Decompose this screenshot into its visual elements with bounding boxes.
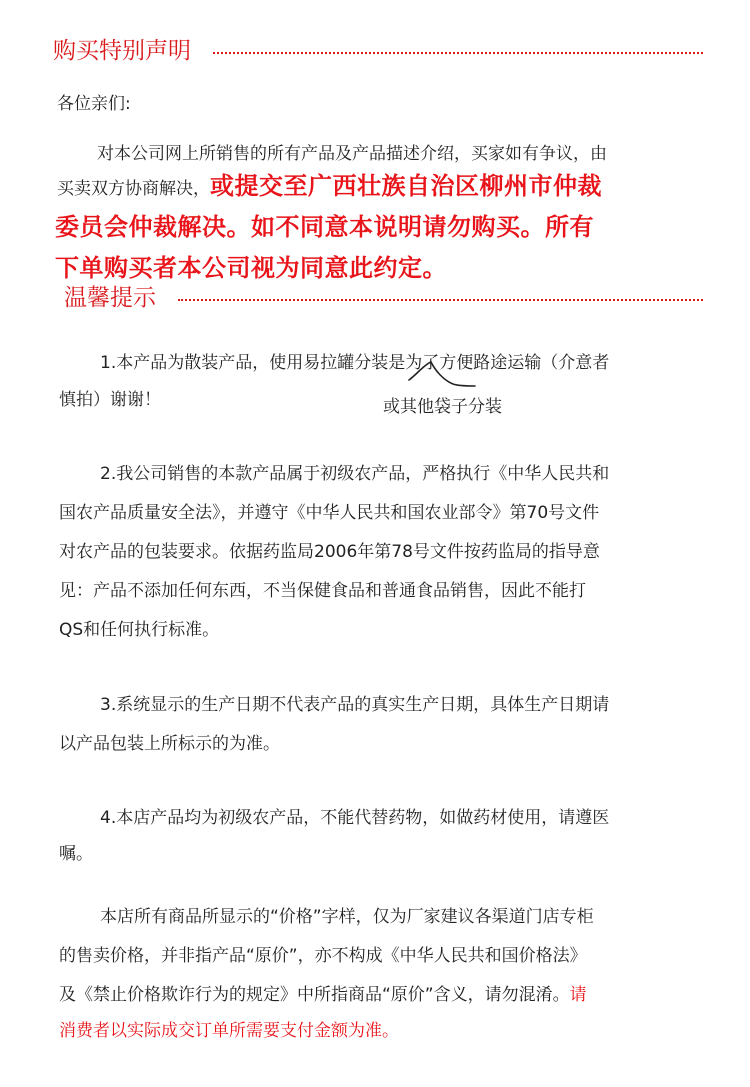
- notice-para-line-2: [57, 170, 602, 205]
- notice-para-line-4: 下单购买者本公司视为同意此约定。: [55, 254, 447, 282]
- tip-1-handwritten-note: 或其他袋子分装: [383, 397, 502, 417]
- tip-2-line-1: 2.我公司销售的本款产品属于初级农产品，严格执行《中华人民共和: [100, 464, 610, 484]
- tips-title: 温馨提示: [64, 285, 156, 311]
- price-line-2: 的售卖价格，并非指产品“原价”，亦不构成《中华人民共和国价格法》: [59, 946, 587, 966]
- notice-greeting: 各位亲们:: [57, 94, 131, 114]
- tip-3-line-1: 3.系统显示的生产日期不代表产品的真实生产日期，具体生产日期请: [100, 695, 610, 715]
- price-line-3-red: 请: [569, 985, 587, 1005]
- tip-1-line-1: 1.本产品为散装产品，使用易拉罐分装是为了方便路途运输（介意者: [100, 353, 610, 373]
- tip-2-line-5: QS和任何执行标准。: [59, 620, 220, 640]
- insertion-caret-stroke: [409, 362, 475, 386]
- notice-para-line-3: 委员会仲裁解决。如不同意本说明请勿购买。所有: [55, 213, 594, 241]
- notice-para-line-1: 对本公司网上所销售的所有产品及产品描述介绍，买家如有争议，由: [97, 144, 607, 164]
- tip-4-line-2: 嘱。: [59, 844, 93, 864]
- tip-3-line-2: 以产品包装上所标示的为准。: [59, 734, 280, 754]
- tip-2-line-4: 见：产品不添加任何东西，不当保健食品和普通食品销售，因此不能打: [59, 581, 586, 601]
- tip-4-line-1: 4.本店产品均为初级农产品，不能代替药物，如做药材使用，请遵医: [100, 808, 610, 828]
- price-line-3-normal: 及《禁止价格欺诈行为的规定》中所指商品“原价”含义，请勿混淆。: [59, 985, 570, 1005]
- price-line-3: [59, 983, 587, 1007]
- notice-para-line-2-red: 或提交至广西壮族自治区柳州市仲裁: [210, 172, 602, 200]
- tip-1-line-2: 慎拍）谢谢！: [59, 390, 161, 410]
- tip-2-line-2: 国农产品质量安全法》，并遵守《中华人民共和国农业部令》第70号文件: [59, 503, 600, 523]
- price-line-4: 消费者以实际成交订单所需要支付金额为准。: [59, 1021, 399, 1041]
- notice-title-divider: [213, 52, 703, 54]
- insertion-caret-annotation: [395, 358, 495, 394]
- tip-2-line-3: 对农产品的包装要求。依据药监局2006年第78号文件按药监局的指导意: [59, 542, 600, 562]
- price-line-1: 本店所有商品所显示的“价格”字样，仅为厂家建议各渠道门店专柜: [100, 907, 594, 927]
- notice-para-line-2-normal: 买卖双方协商解决，: [57, 179, 210, 199]
- notice-title: 购买特别声明: [53, 38, 191, 64]
- tips-title-divider: [178, 299, 703, 301]
